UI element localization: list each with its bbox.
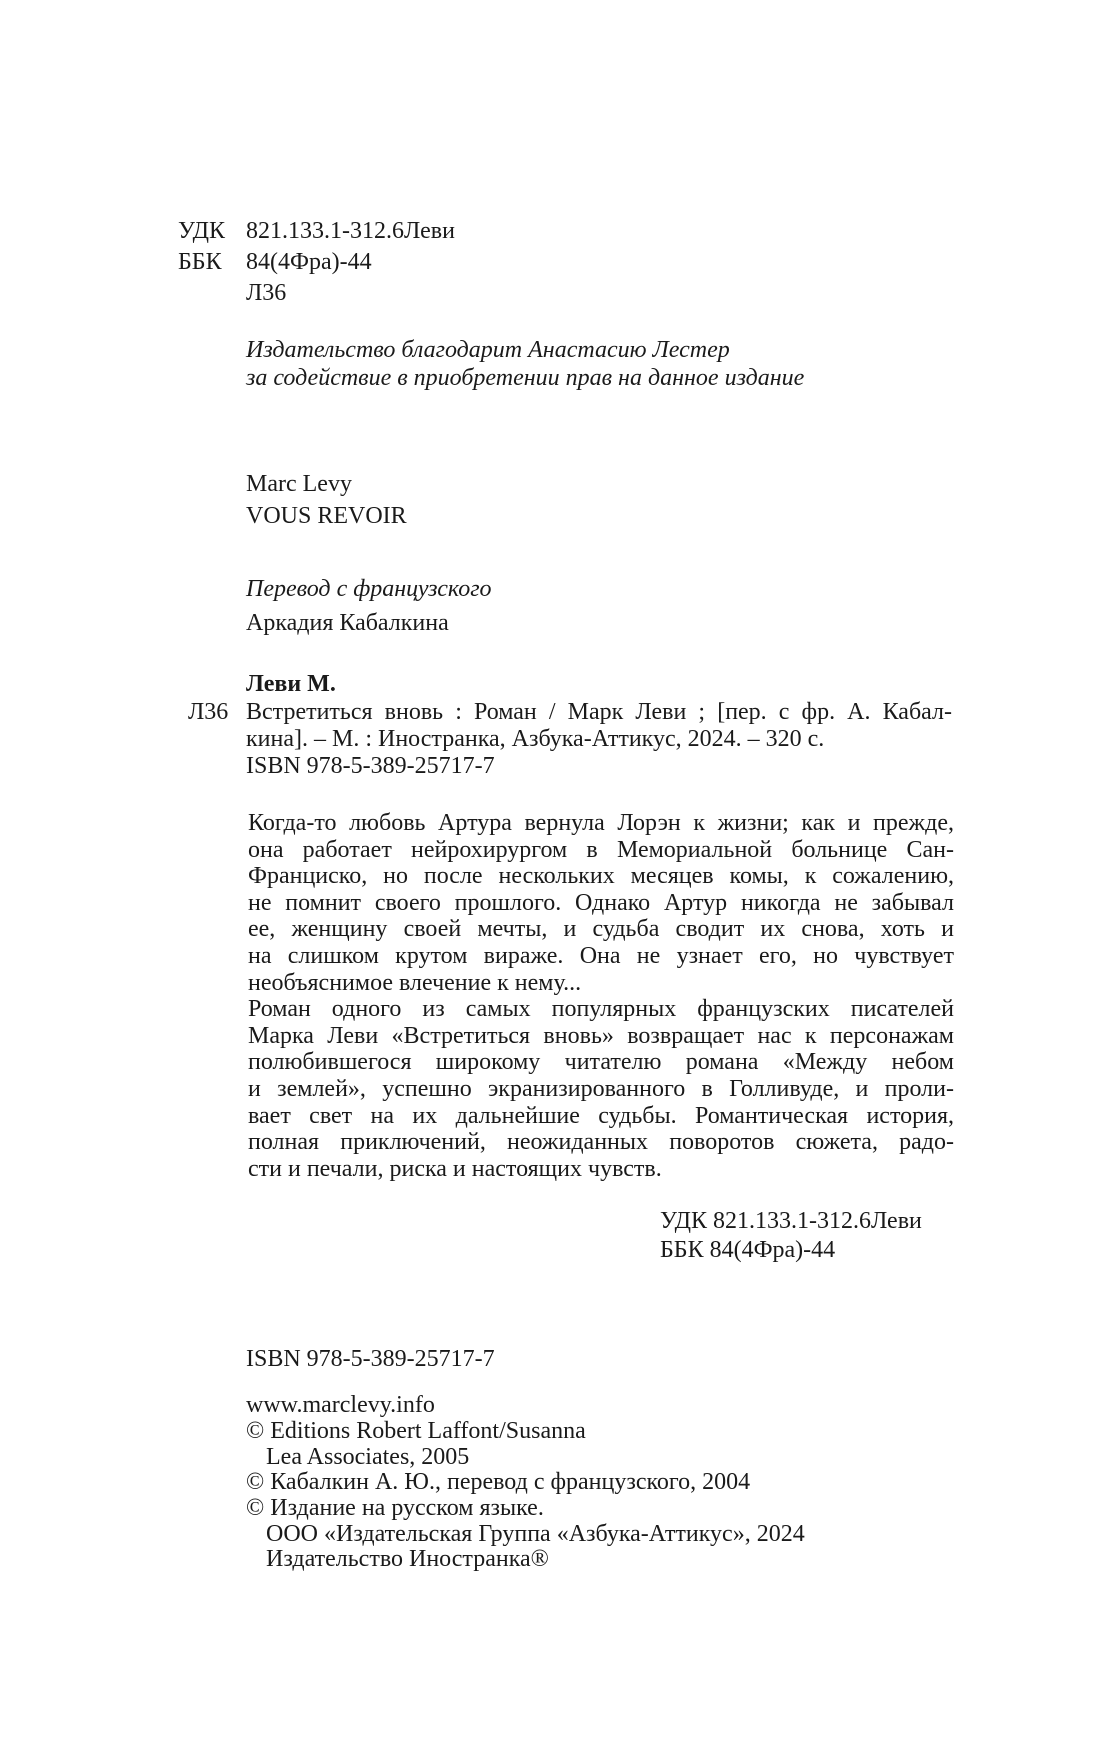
annotation-line: на слишком крутом вираже. Она не узнает его, но чувствует: [248, 942, 954, 969]
isbn: ISBN 978-5-389-25717-7: [246, 1346, 495, 1372]
original-title: VOUS REVOIR: [246, 503, 407, 529]
catalog-line: Встретиться вновь : Роман / Марк Леви ; [пер. с фр. А. Кабал-: [246, 699, 952, 725]
annotation-line: ее, женщину своей мечты, и судьба сводит их снова, хоть и: [248, 916, 954, 943]
translator-name: Аркадия Кабалкина: [246, 610, 449, 636]
annotation-line: она работает нейрохирургом в Мемориальной больнице Сан-: [248, 836, 954, 863]
catalog-isbn: ISBN 978-5-389-25717-7: [246, 753, 495, 779]
udk-label: УДК: [178, 218, 225, 244]
copyright-line: ООО «Издательская Группа «Азбука-Аттикус», 2024: [266, 1521, 805, 1547]
annotation-line: необъяснимое влечение к нему...: [248, 969, 582, 996]
acknowledgement-line: за содействие в приобретении прав на данное издание: [246, 365, 805, 391]
udk-row: [178, 218, 455, 244]
annotation-line: Когда-то любовь Артура вернула Лорэн к жизни; как и прежде,: [248, 810, 954, 836]
copyright-line: © Editions Robert Laffont/Susanna: [246, 1418, 586, 1444]
bbk-bottom: ББК 84(4Фра)-44: [660, 1237, 836, 1263]
annotation-line: сти и печали, риска и настоящих чувств.: [248, 1155, 662, 1182]
website: www.marclevy.info: [246, 1392, 435, 1418]
author-mark: Л36: [246, 280, 287, 306]
annotation-line: вает свет на их дальнейшие судьбы. Романтическая история,: [248, 1102, 954, 1129]
catalog-line: кина]. – М. : Иностранка, Азбука-Аттикус, 2024. – 320 с.: [246, 726, 825, 752]
udk-value: 821.133.1-312.6Леви: [246, 218, 455, 244]
catalog-mark: Л36: [188, 699, 229, 725]
copyright-line: © Кабалкин А. Ю., перевод с французского, 2004: [246, 1469, 751, 1495]
copyright-line: © Издание на русском языке.: [246, 1495, 544, 1521]
acknowledgement-line: Издательство благодарит Анастасию Лестер: [246, 337, 730, 363]
udk-bottom: УДК 821.133.1-312.6Леви: [660, 1208, 922, 1234]
catalog-heading: Леви М.: [246, 671, 336, 697]
copyright-line: Издательство Иностранка®: [266, 1546, 549, 1572]
annotation-line: Роман одного из самых популярных французских писателей: [248, 996, 954, 1023]
annotation-line: полюбившегося широкому читателю романа «Между небом: [248, 1049, 954, 1076]
annotation-line: не помнит своего прошлого. Однако Артур никогда не забывал: [248, 889, 954, 916]
annotation-line: полная приключений, неожиданных поворотов сюжета, радо-: [248, 1129, 954, 1156]
bbk-label: ББК: [178, 249, 222, 275]
original-author: Marc Levy: [246, 471, 352, 497]
translation-note: Перевод с французского: [246, 576, 492, 602]
copyright-line: Lea Associates, 2005: [266, 1444, 470, 1470]
bbk-row: [178, 249, 372, 275]
annotation: [248, 810, 954, 1182]
annotation-line: Марка Леви «Встретиться вновь» возвращает нас к персонажам: [248, 1022, 954, 1049]
bbk-value: 84(4Фра)-44: [246, 249, 372, 275]
annotation-line: Франциско, но после нескольких месяцев комы, к сожалению,: [248, 863, 954, 890]
annotation-line: и землей», успешно экранизированного в Голливуде, и проли-: [248, 1075, 954, 1102]
